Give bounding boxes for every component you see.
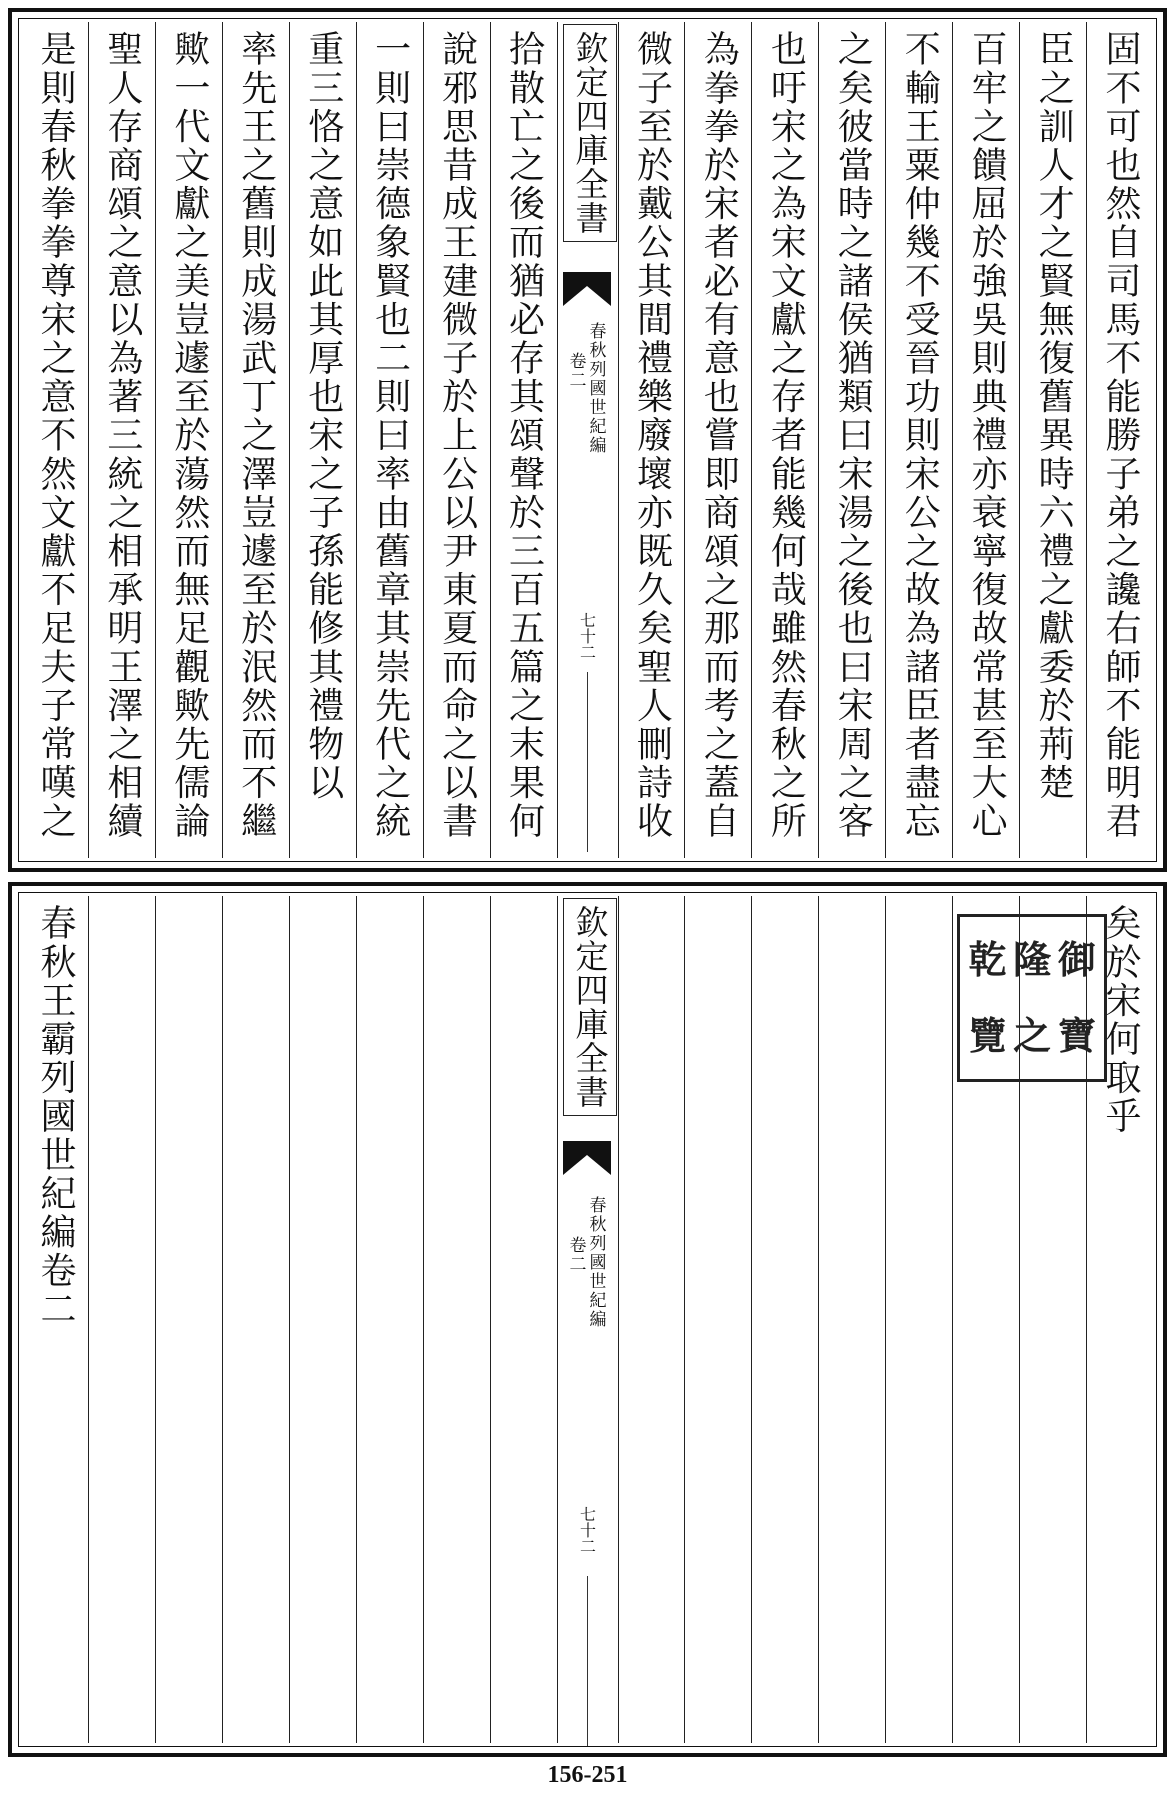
text-column: 矣於宋何取乎 xyxy=(1086,896,1153,1743)
running-title: 春秋列國世紀編 xyxy=(585,322,606,455)
running-title: 春秋列國世紀編 xyxy=(585,1196,606,1329)
text-column: 是則春秋拳拳尊宋之意不然文獻不足夫子常嘆之 xyxy=(34,30,76,841)
empty-column xyxy=(885,896,952,1743)
empty-column xyxy=(356,896,423,1743)
center-fold-column xyxy=(557,22,618,858)
center-rule xyxy=(587,672,588,852)
center-rule xyxy=(587,1576,588,1746)
text-column: 歟一代文獻之美豈遽至於蕩然而無足觀歟先儒論 xyxy=(155,22,222,858)
book-title: 欽定四庫全書 xyxy=(563,24,617,242)
end-title-column xyxy=(22,896,88,1743)
end-title: 春秋王霸列國世紀編卷二 xyxy=(34,904,76,1329)
empty-column xyxy=(423,896,490,1743)
center-fold-column xyxy=(557,896,618,1743)
upper-column-grid xyxy=(22,22,1153,858)
empty-column xyxy=(490,896,557,1743)
imperial-seal: 乾 隆 御 覽 之 寶 xyxy=(957,914,1107,1082)
text-column: 重三恪之意如此其厚也宋之子孫能修其禮物以 xyxy=(289,22,356,858)
empty-column xyxy=(618,896,685,1743)
leaf-number: 七十二 xyxy=(577,612,597,660)
empty-column xyxy=(818,896,885,1743)
upper-page xyxy=(8,8,1167,872)
text-column: 百牢之饋屈於強吳則典禮亦衰寧復故常甚至大心 xyxy=(952,22,1019,858)
volume-label: 卷二 xyxy=(565,1236,586,1274)
fishtail-mark-icon xyxy=(563,1141,611,1175)
leaf-number: 七十二 xyxy=(577,1506,597,1554)
empty-column xyxy=(751,896,818,1743)
text-column: 聖人存商頌之意以為著三統之相承明王澤之相續 xyxy=(88,22,155,858)
text-column: 為拳拳於宋者必有意也嘗即商頌之那而考之蓋自 xyxy=(684,22,751,858)
text-column: 微子至於戴公其間禮樂廢壞亦既久矣聖人刪詩收 xyxy=(618,22,685,858)
text-column: 不輸王粟仲幾不受晉功則宋公之故為諸臣者盡忘 xyxy=(885,22,952,858)
empty-column xyxy=(155,896,222,1743)
text-column: 一則曰崇德象賢也二則曰率由舊章其崇先代之統 xyxy=(356,22,423,858)
empty-column xyxy=(289,896,356,1743)
lower-page xyxy=(8,882,1167,1757)
text-column: 也吁宋之為宋文獻之存者能幾何哉雖然春秋之所 xyxy=(751,22,818,858)
volume-label: 卷二 xyxy=(565,352,586,390)
fishtail-mark-icon xyxy=(563,272,611,306)
text-column: 之矣彼當時之諸侯猶類曰宋湯之後也曰宋周之客 xyxy=(818,22,885,858)
seal-column xyxy=(952,896,1096,1743)
text-column: 率先王之舊則成湯武丁之澤豈遽至於泯然而不繼 xyxy=(222,22,289,858)
page-reference: 156-251 xyxy=(547,1762,628,1788)
empty-column xyxy=(684,896,751,1743)
lower-column-grid xyxy=(22,896,1153,1743)
book-title: 欽定四庫全書 xyxy=(563,898,617,1116)
text-column: 臣之訓人才之賢無復舊異時六禮之獻委於荊楚 xyxy=(1019,22,1086,858)
text-column: 固不可也然自司馬不能勝子弟之讒右師不能明君 xyxy=(1086,22,1153,858)
text-column: 說邪思昔成王建微子於上公以尹東夏而命之以書 xyxy=(423,22,490,858)
text-column: 拾散亡之後而猶必存其頌聲於三百五篇之末果何 xyxy=(490,22,557,858)
empty-column xyxy=(88,896,155,1743)
empty-column xyxy=(222,896,289,1743)
